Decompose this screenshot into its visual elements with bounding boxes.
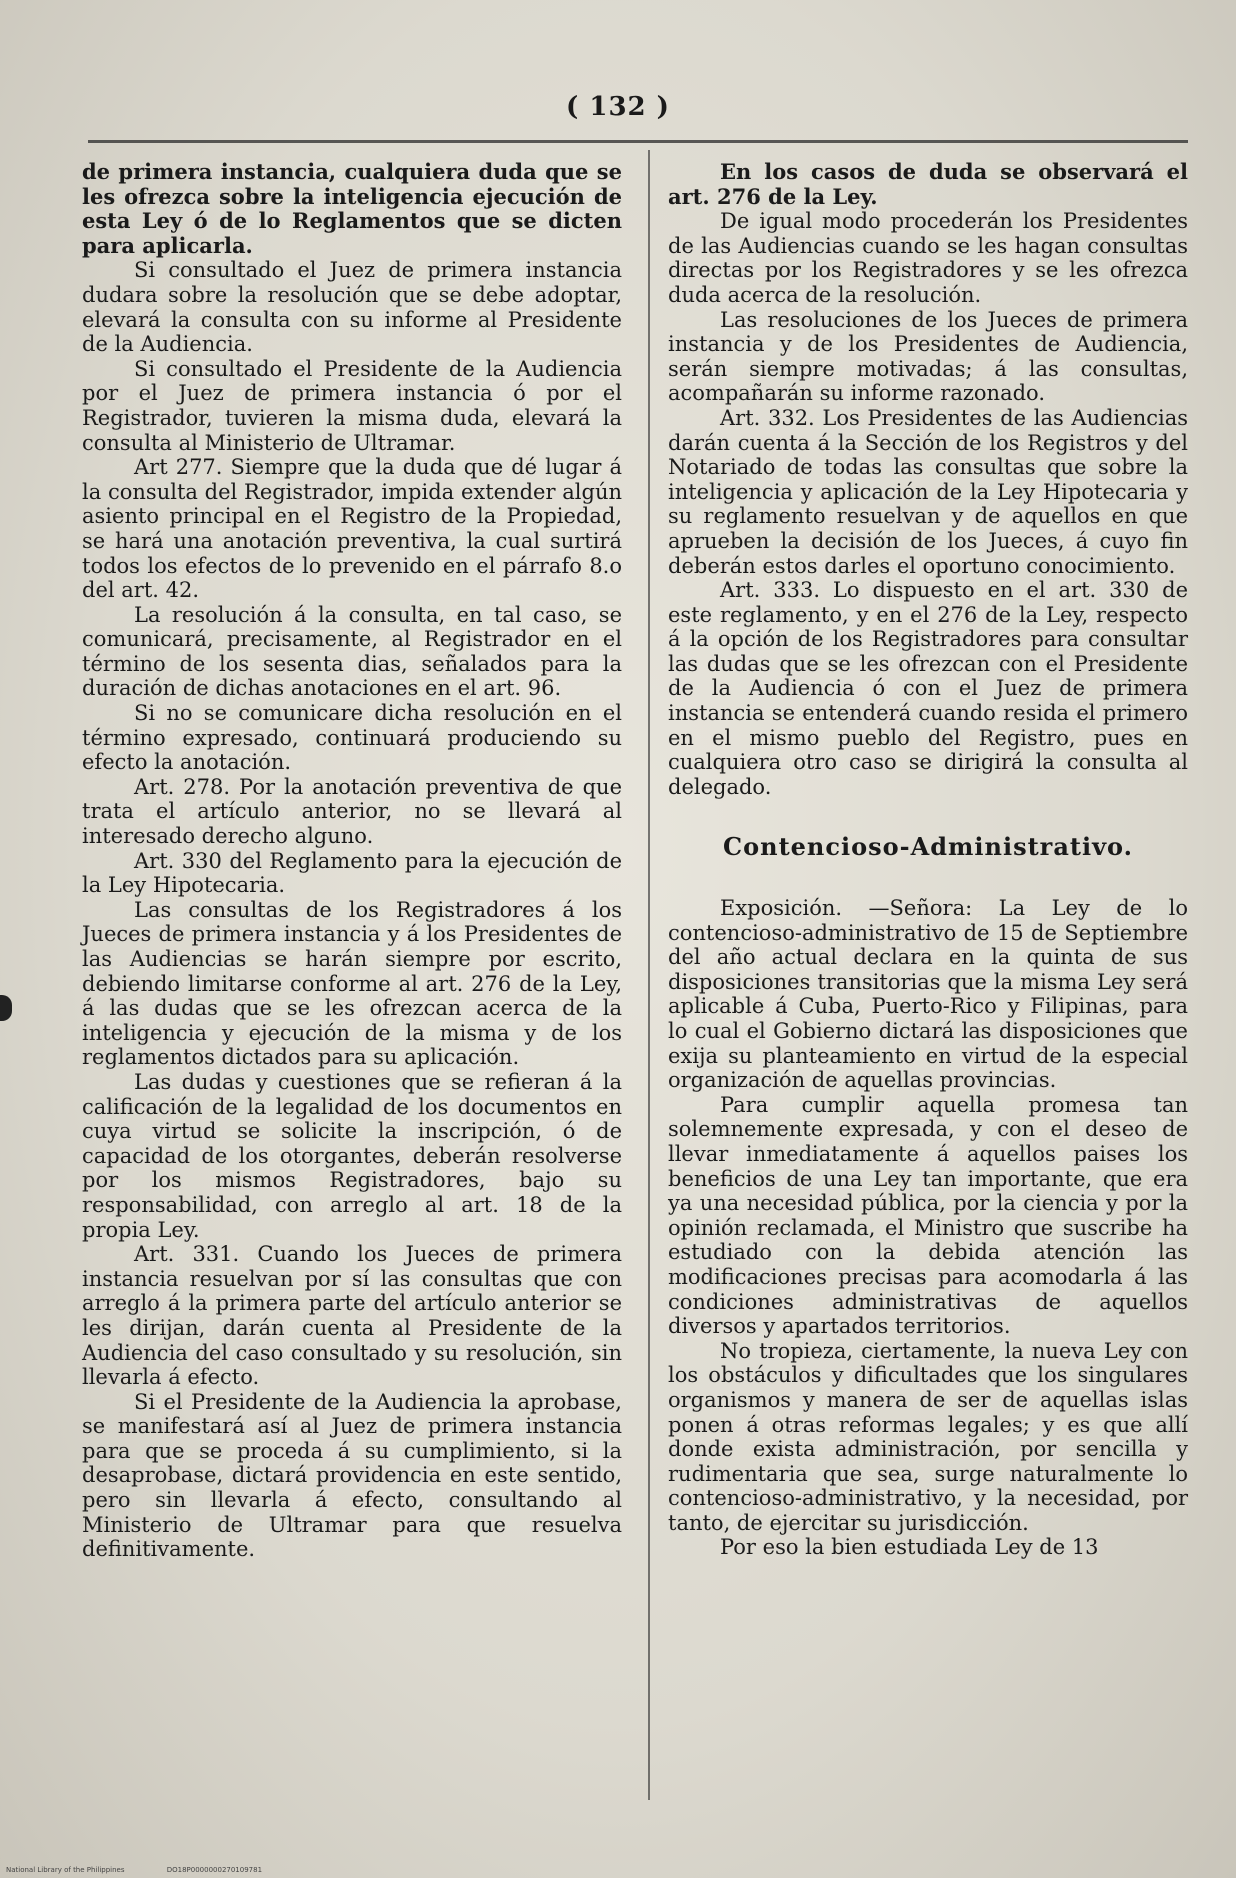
right-column — [668, 160, 1188, 1560]
right-column-bottom — [668, 896, 1188, 1560]
footer — [6, 1866, 302, 1874]
paragraph: Art. 330 del Reglamento para la ejecución de la Ley Hipotecaria. — [82, 848, 622, 898]
paragraph: De igual modo procederán los Presidentes de las Audiencias cuando se les hagan consultas directas por los Registradores y se les ofrezca duda acerca de la resolución. — [668, 209, 1188, 307]
left-column — [82, 160, 622, 1562]
paragraph: Si consultado el Presidente de la Audiencia por el Juez de primera instancia ó por el Registrador, tuvieren la misma duda, elevará la consulta al Ministerio de Ultramar. — [82, 356, 622, 455]
paragraph: No tropieza, ciertamente, la nueva Ley con los obstáculos y dificultades que los singulares organismos y manera de ser de aquellas islas ponen á otras reformas legales; y es que allí donde exista administración, por sencilla y rudimentaria que sea, surge naturalmente lo contencioso-administrativo, y la necesidad, por tanto, de ejercitar su jurisdicción. — [668, 1338, 1188, 1535]
paragraph: Art 277. Siempre que la duda que dé lugar á la consulta del Registrador, impida extender algún asiento principal en el Registro de la Propiedad, se hará una anotación preventiva, la cual surtirá todos los efectos de lo prevenido en el párrafo 8.o del art. 42. — [82, 455, 622, 603]
paragraph: Exposición. —Señora: La Ley de lo contencioso-administrativo de 15 de Septiembre del año actual declara en la quinta de sus disposiciones transitorias que la misma Ley será aplicable á Cuba, Puerto-Rico y Filipinas, para lo cual el Gobierno dictará las disposiciones que exija su planteamiento en virtud de la especial organización de aquellas provincias. — [668, 896, 1188, 1093]
section-title: Contencioso-Administrativo. — [723, 832, 1133, 862]
binding-mark — [0, 995, 12, 1021]
paragraph: Si consultado el Juez de primera instancia dudara sobre la resolución que se debe adoptar, elevará la consulta con su informe al Presidente de la Audiencia. — [82, 258, 622, 357]
paragraph: Art. 333. Lo dispuesto en el art. 330 de este reglamento, y en el 276 de la Ley, respecto á la opción de los Registradores para consultar las dudas que se les ofrezcan con el Presidente de la Audiencia ó con el Juez de primera instancia se entenderá cuando resida el primero en el mismo pueblo del Registro, pues en cualquiera otro caso se dirigirá la consulta al delegado. — [668, 578, 1188, 799]
right-column-top — [668, 160, 1188, 799]
paragraph: Las dudas y cuestiones que se refieran á la calificación de la legalidad de los documentos en cuya virtud se solicite la inscripción, ó de capacidad de los otorgantes, deberán resolverse por los mismos Registradores, bajo su responsabilidad, con arreglo al art. 18 de la propia Ley. — [82, 1069, 622, 1242]
paragraph: Art. 332. Los Presidentes de las Audiencias darán cuenta á la Sección de los Registros y del Notariado de todas las consultas que sobre la inteligencia y aplicación de la Ley Hipotecaria y su reglamento resuelvan y de aquellos en que aprueben la decisión de los Jueces, á cuyo fin deberán estos darles el oportuno conocimiento. — [668, 405, 1188, 578]
paragraph: La resolución á la consulta, en tal caso, se comunicará, precisamente, al Registrador en el término de los sesenta dias, señalados para la duración de dichas anotaciones en el art. 96. — [82, 602, 622, 701]
paragraph: Por eso la bien estudiada Ley de 13 — [720, 1535, 1099, 1560]
paragraph: Art. 278. Por la anotación preventiva de que trata el artículo anterior, no se llevará al interesado derecho alguno. — [82, 774, 622, 849]
paragraph: Si el Presidente de la Audiencia la aprobase, se manifestará así al Juez de primera instancia para que se proceda á su cumplimiento, si la desaprobase, dictará providencia en este sentido, pero sin llevarla á efecto, consultando al Ministerio de Ultramar para que resuelva definitivamente. — [82, 1389, 622, 1562]
paragraph: Art. 331. Cuando los Jueces de primera instancia resuelvan por sí las consultas que con arreglo á la primera parte del artículo anterior se les dirijan, darán cuenta al Presidente de la Audiencia del caso consultado y su resolución, sin llevarla á efecto. — [82, 1242, 622, 1390]
column-divider — [648, 150, 650, 1800]
footer-library: National Library of the Philippines — [6, 1866, 125, 1874]
paragraph: Para cumplir aquella promesa tan solemnemente expresada, y con el deseo de llevar inmediatamente á aquellos paises los beneficios de una Ley tan importante, que era ya una necesidad pública, por la ciencia y por la opinión reclamada, el Ministro que suscribe ha estudiado con la debida atención las modificaciones precisas para acomodarla á las condiciones administrativas de aquellos diversos y apartados territorios. — [668, 1092, 1188, 1339]
footer-code: DO18P0000000270109781 — [166, 1866, 263, 1874]
paragraph: Las resoluciones de los Jueces de primera instancia y de los Presidentes de Audiencia, serán siempre motivadas; á las consultas, acompañarán su informe razonado. — [668, 307, 1188, 406]
paragraph: de primera instancia, cualquiera duda que se les ofrezca sobre la inteligencia ejecución de esta Ley ó de lo Reglamentos que se dicten para aplicarla. — [82, 159, 622, 258]
paragraph: Si no se comunicare dicha resolución en el término expresado, continuará produciendo su efecto la anotación. — [82, 701, 622, 775]
page-number: ( 132 ) — [566, 92, 670, 122]
paragraph: En los casos de duda se observará el art. 276 de la Ley. — [668, 159, 1188, 209]
header-rule — [88, 140, 1188, 143]
paragraph: Las consultas de los Registradores á los Jueces de primera instancia y á los Presidentes de las Audiencias se harán siempre por escrito, debiendo limitarse conforme al art. 276 de la Ley, á las dudas que se les ofrezcan acerca de la inteligencia y ejecución de la misma y de los reglamentos dictados para su aplicación. — [82, 897, 622, 1070]
